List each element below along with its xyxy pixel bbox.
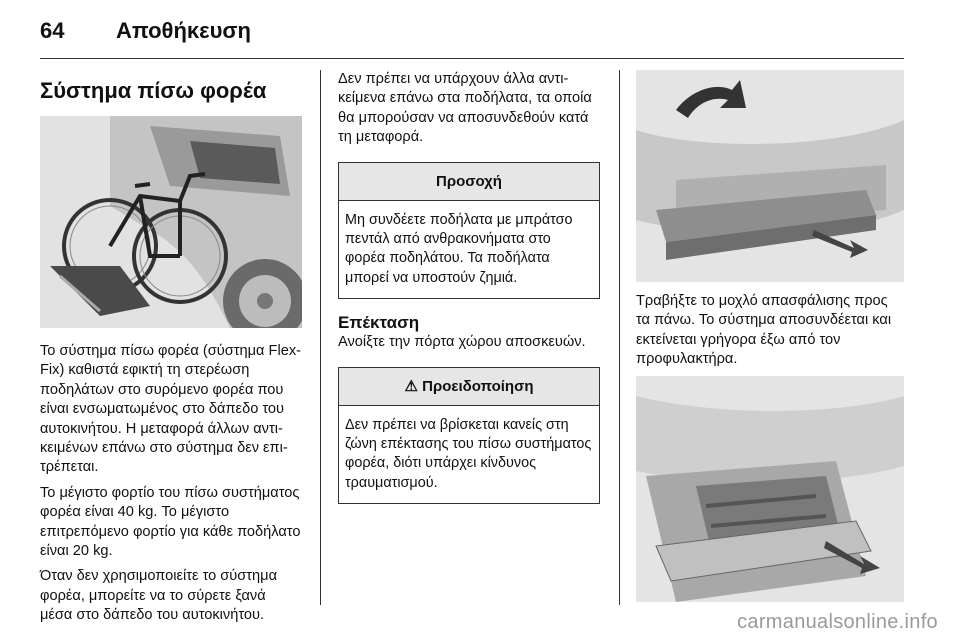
carrier-extended-illustration	[636, 376, 904, 602]
caution-title: Προσοχή	[339, 163, 599, 201]
paragraph-storage: Όταν δεν χρησιμοποιείτε το σύστημα φορέα, μπορείτε να το σύρετε ξανά μέσα στο δάπεδο του αυτοκινήτου.	[40, 568, 278, 624]
bike-carrier-image	[40, 116, 302, 328]
release-lever-illustration	[636, 70, 904, 282]
column-divider-1	[320, 70, 321, 605]
column-1	[40, 70, 302, 632]
column-3	[636, 70, 904, 602]
column-2	[338, 70, 600, 518]
column-divider-2	[619, 70, 620, 605]
watermark: carmanualsonline.info	[737, 611, 938, 633]
warning-header	[339, 368, 599, 406]
caution-box	[338, 162, 600, 300]
release-lever-image	[636, 70, 904, 282]
page-header	[40, 16, 251, 46]
caution-text: Μη συνδέετε ποδήλατα με μπράτσο πεντάλ από ανθρακονήματα στο φορέα ποδηλάτου. Τα ποδήλατα μπορεί να υποστούν ζημιά.	[345, 211, 573, 286]
warning-text: Δεν πρέπει να βρίσκεται κανείς στη ζώνη επέκτασης του πίσω συστήματος φορέα, διότι υπάρχει κίνδυνος τραυματισμού.	[345, 416, 592, 491]
warning-icon: ⚠	[404, 377, 418, 395]
warning-box	[338, 367, 600, 505]
warning-title: Προειδοποίηση	[422, 377, 534, 395]
bike-carrier-illustration	[40, 116, 302, 328]
carrier-extended-image	[636, 376, 904, 602]
header-divider	[40, 58, 904, 59]
chapter-title: Αποθήκευση	[116, 18, 251, 43]
page-number: 64	[40, 18, 65, 43]
paragraph-intro: Το σύστημα πίσω φορέα (σύστημα Flex-Fix) καθιστά εφικτή τη στερέωση ποδηλάτων στο συρόμενο φορέα που είναι ενσωματωμένος στο δάπεδο του αυτοκινήτου. Η μεταφορά άλλων αντικειμένων επάνω στο σύστημα δεν επιτρέπεται.	[40, 343, 301, 476]
paragraph-pull-lever: Τραβήξτε το μοχλό απασφάλισης προς τα πάνω. Το σύστημα αποσυνδέεται και εκτείνεται γρήγορα έξω από τον προφυλακτήρα.	[636, 293, 892, 368]
paragraph-open-tailgate: Ανοίξτε την πόρτα χώρου αποσκευών.	[338, 334, 586, 351]
paragraph-objects: Δεν πρέπει να υπάρχουν άλλα αντικείμενα επάνω στα ποδήλατα, τα οποία θα μπορούσαν να αποσυνδεθούν κατά τη μεταφορά.	[338, 71, 592, 146]
paragraph-max-load: Το μέγιστο φορτίο του πίσω συστήματος φορέα είναι 40 kg. Το μέγιστο επιτρεπόμενο φορτίο για κάθε ποδήλατο είναι 20 kg.	[40, 484, 301, 560]
section-title: Σύστημα πίσω φορέα	[40, 78, 267, 103]
extension-heading: Επέκταση	[338, 313, 420, 333]
